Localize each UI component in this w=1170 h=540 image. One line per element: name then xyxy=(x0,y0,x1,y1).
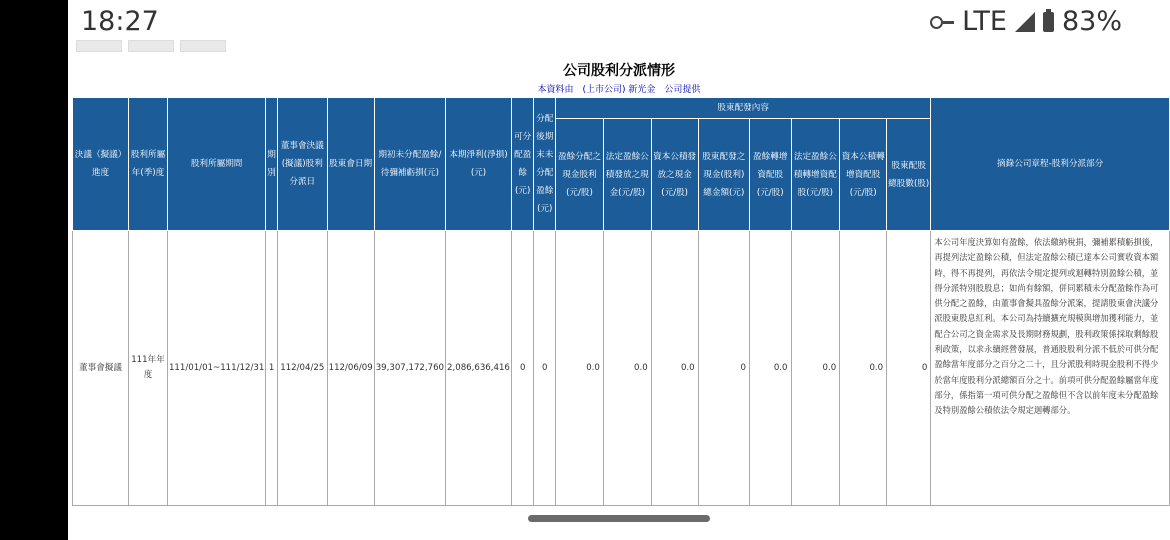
page-toolbar xyxy=(76,40,226,52)
cell-cash-from-earnings: 0.0 xyxy=(556,231,604,506)
status-time: 18:27 xyxy=(81,6,159,37)
cell-total-cash-dividend: 0 xyxy=(698,231,749,506)
cell-distributable-earnings: 0 xyxy=(511,231,534,506)
network-type: LTE xyxy=(962,6,1007,37)
toolbar-button-2[interactable] xyxy=(128,40,174,52)
header-cash-from-earnings: 盈餘分配之現金股利(元/股) xyxy=(556,119,604,231)
header-stock-from-legal-reserve: 法定盈餘公積轉增資配股(元/股) xyxy=(791,119,840,231)
table-row xyxy=(73,231,1170,506)
cell-cash-from-legal-reserve: 0.0 xyxy=(603,231,651,506)
cell-resolution-stage: 董事會擬議 xyxy=(73,231,129,506)
cell-net-income: 2,086,636,416 xyxy=(446,231,512,506)
header-shareholder-meeting-date: 股東會日期 xyxy=(327,98,374,231)
header-distributable-earnings: 可分配盈餘(元) xyxy=(511,98,534,231)
header-total-cash-dividend: 股東配發之現金(股利)總金額(元) xyxy=(698,119,749,231)
signal-icon xyxy=(1015,12,1035,32)
header-period-no: 期別 xyxy=(266,98,278,231)
cell-cash-from-capital-reserve: 0.0 xyxy=(651,231,698,506)
header-cash-from-legal-reserve: 法定盈餘公積發放之現金(元/股) xyxy=(603,119,651,231)
header-ending-undistributed: 分配後期末未分配盈餘(元) xyxy=(534,98,556,231)
toolbar-button-1[interactable] xyxy=(76,40,122,52)
header-board-date: 董事會決議(擬議)股利分派日 xyxy=(277,98,327,231)
cell-dividend-period: 111/01/01~111/12/31 xyxy=(167,231,265,506)
header-articles-excerpt: 摘錄公司章程-股利分派部分 xyxy=(931,98,1170,231)
header-total-stock-dividend: 股東配股總股數(股) xyxy=(887,119,931,231)
page-source: 本資料由 (上市公司) 新光金 公司提供 xyxy=(537,85,701,95)
battery-level: 83% xyxy=(1061,6,1122,37)
cell-articles-excerpt: 本公司年度決算如有盈餘，依法繳納稅捐，彌補累積虧損後，再提列法定盈餘公積，但法定盈餘公積已達本公司實收資本額時，得不再提列，再依法令規定提列或迴轉特別盈餘公積，並得分派特別股股息；如尚有餘額，併同累積未分配盈餘作為可供分配之盈餘，由董事會擬具盈餘分派案，提請股東會決議分派股東股息紅利。本公司為持續擴充規模與增加獲利能力，並配合公司之資金需求及長期財務規劃，股利政策係採取剩餘股利政策，以求永續經營發展，普通股股利分派不低於可供分配盈餘當年度部分之百分之二十，且分派股利時現金股利不得少於當年度股利分派總額百分之十。前項可供分配盈餘屬當年度部分，係指第一項可供分配之盈餘但不含以前年度未分配盈餘及特別盈餘公積依法令規定迴轉部分。 xyxy=(931,231,1170,506)
header-cash-from-capital-reserve: 資本公積發放之現金(元/股) xyxy=(651,119,698,231)
header-net-income: 本期淨利(淨損)(元) xyxy=(446,98,512,231)
header-dividend-year: 股利所屬年(季)度 xyxy=(129,98,168,231)
cell-period-no: 1 xyxy=(266,231,278,506)
header-beginning-undistributed: 期初未分配盈餘/待彌補虧損(元) xyxy=(374,98,445,231)
page-title: 公司股利分派情形 xyxy=(563,63,675,79)
header-dividend-period: 股利所屬期間 xyxy=(167,98,265,231)
home-gesture-bar[interactable] xyxy=(528,515,710,522)
header-stock-from-earnings: 盈餘轉增資配股(元/股) xyxy=(750,119,792,231)
cell-stock-from-capital-reserve: 0.0 xyxy=(840,231,887,506)
cell-ending-undistributed: 0 xyxy=(534,231,556,506)
web-page[interactable] xyxy=(68,38,1170,500)
battery-icon xyxy=(1043,12,1054,32)
header-stock-from-capital-reserve: 資本公積轉增資配股(元/股) xyxy=(840,119,887,231)
cell-board-date: 112/04/25 xyxy=(277,231,327,506)
header-resolution-stage: 決議（擬議）進度 xyxy=(73,98,129,231)
cell-beginning-undistributed: 39,307,172,760 xyxy=(374,231,445,506)
toolbar-button-3[interactable] xyxy=(180,40,226,52)
phone-screen xyxy=(68,0,1170,540)
cell-stock-from-earnings: 0.0 xyxy=(750,231,792,506)
cell-shareholder-meeting-date: 112/06/09 xyxy=(327,231,374,506)
header-group-distribution: 股東配發內容 xyxy=(556,98,931,119)
status-icons xyxy=(930,6,1122,37)
cell-total-stock-dividend: 0 xyxy=(887,231,931,506)
dividend-table xyxy=(72,97,1170,506)
cell-stock-from-legal-reserve: 0.0 xyxy=(791,231,840,506)
vpn-key-icon xyxy=(930,15,954,29)
cell-dividend-year: 111年年度 xyxy=(129,231,168,506)
